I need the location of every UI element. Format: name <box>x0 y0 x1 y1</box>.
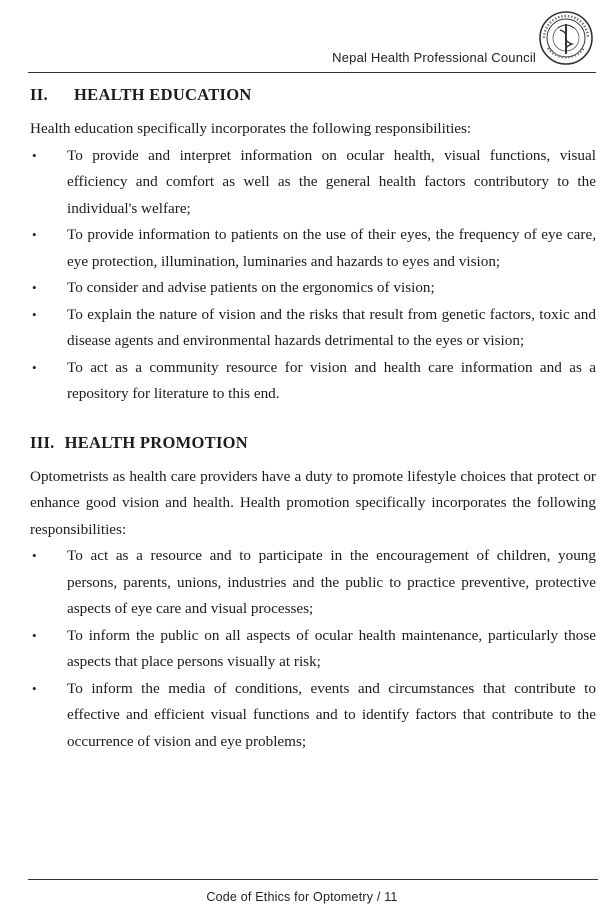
list-item <box>30 275 596 302</box>
section-health-promotion <box>30 430 596 756</box>
bullet-icon: • <box>32 280 37 295</box>
footer-divider <box>28 879 598 880</box>
list-item-text: To consider and advise patients on the ergonomics of vision; <box>67 279 435 296</box>
responsibility-list <box>30 543 596 755</box>
section-title: HEALTH PROMOTION <box>64 432 249 452</box>
list-item <box>30 355 596 408</box>
bullet-icon: • <box>32 548 37 563</box>
header-divider <box>28 72 596 73</box>
page-header <box>0 0 604 80</box>
list-item <box>30 623 596 676</box>
council-seal-icon <box>538 10 594 66</box>
list-item <box>30 302 596 355</box>
section-intro: Optometrists as health care providers have a duty to promote lifestyle choices that protect or enhance good vision and health. Health promotion specifically incorporates the following responsibilities: <box>30 467 596 538</box>
bullet-icon: • <box>32 147 37 163</box>
section-heading <box>30 430 596 456</box>
bullet-icon: • <box>32 227 37 242</box>
page-footer: Code of Ethics for Optometry / 11 <box>206 890 398 904</box>
list-item-text: To act as a community resource for vision and health care information and as a repository for literature to this end. <box>67 358 596 402</box>
responsibility-list <box>30 143 596 408</box>
section-heading <box>30 82 596 108</box>
bullet-icon: • <box>32 680 37 696</box>
list-item <box>30 676 596 756</box>
section-title: HEALTH EDUCATION <box>74 85 252 104</box>
bullet-icon: • <box>32 359 37 375</box>
list-item-text: To provide and interpret information on ocular health, visual functions, visual efficiency and comfort as well as the general health factors contributory to the individual's welfare; <box>67 146 596 217</box>
list-item-text: To explain the nature of vision and the risks that result from genetic factors, toxic and disease agents and environmental hazards detrimental to the eyes or vision; <box>67 305 596 349</box>
list-item <box>30 222 596 275</box>
council-name: Nepal Health Professional Council <box>332 50 536 65</box>
section-number: II. <box>30 85 48 104</box>
list-item-text: To inform the media of conditions, events and circumstances that contribute to effective and efficient visual functions and to identify factors that contribute to the occurrence of vision and eye problems; <box>67 679 596 750</box>
section-health-education <box>30 82 596 408</box>
bullet-icon: • <box>32 627 37 643</box>
bullet-icon: • <box>32 306 37 322</box>
list-item-text: To inform the public on all aspects of ocular health maintenance, particularly those aspects that place persons visually at risk; <box>67 626 596 670</box>
list-item-text: To provide information to patients on the use of their eyes, the frequency of eye care, eye protection, illumination, luminaries and hazards to eyes and vision; <box>67 226 596 270</box>
section-intro: Health education specifically incorporates the following responsibilities: <box>30 120 472 137</box>
list-item-text: To act as a resource and to participate in the encouragement of children, young persons, parents, unions, industries and the public to practice preventive, protective aspects of eye care and visual processes; <box>67 547 596 617</box>
list-item <box>30 543 596 623</box>
page-body <box>30 82 596 755</box>
list-item <box>30 143 596 223</box>
section-number: III. <box>30 432 55 452</box>
